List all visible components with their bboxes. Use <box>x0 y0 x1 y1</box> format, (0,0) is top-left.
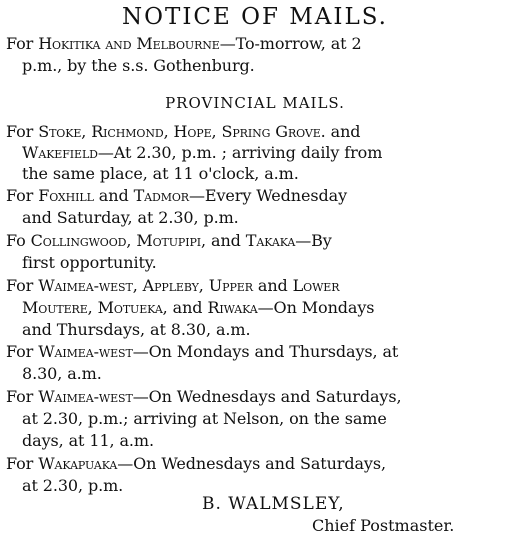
entry-7-line-1 <box>6 454 386 474</box>
line-text: —Every Wednesday <box>188 186 348 205</box>
line-text: —On Wednesdays and Saturdays, <box>132 387 402 406</box>
entry-1-line-2 <box>22 143 382 163</box>
place-names: Collingwood, Motupipi, <box>30 231 207 250</box>
line-text: —To-morrow, at 2 <box>219 34 362 53</box>
line-text: For <box>6 342 39 361</box>
place-names: Waimea-west, Appleby, Upper <box>38 276 253 295</box>
entry-4-line-1 <box>6 276 339 296</box>
line-text: For <box>6 34 39 53</box>
entry-4-line-2 <box>22 298 374 318</box>
line-text: —On Wednesdays and Saturdays, <box>117 454 386 473</box>
place-names: Riwaka <box>207 298 258 317</box>
line-text: and <box>167 298 208 317</box>
line-text: —At 2.30, p.m. ; arriving daily from <box>97 143 383 162</box>
entry-6-line-2: at 2.30, p.m.; arriving at Nelson, on the same <box>22 409 387 428</box>
place-names: Moutere, Motueka, <box>22 298 168 317</box>
line-text: and <box>252 276 293 295</box>
provincial-heading: PROVINCIAL MAILS. <box>165 94 345 112</box>
entry-4-line-3: and Thursdays, at 8.30, a.m. <box>22 320 251 339</box>
line-text: For <box>6 387 39 406</box>
entry-6-line-1 <box>6 387 401 407</box>
line-text: For <box>6 276 39 295</box>
line-text: —On Mondays and Thursdays, at <box>132 342 399 361</box>
place-names: Waimea-west <box>38 387 133 406</box>
entry-3-line-1 <box>6 231 332 251</box>
entry-2-line-2: and Saturday, at 2.30, p.m. <box>22 208 239 227</box>
intro-line-2: p.m., by the s.s. Gothenburg. <box>22 56 255 75</box>
place-names: Foxhill <box>38 186 94 205</box>
intro-line-1 <box>6 34 362 54</box>
line-text: For <box>6 122 39 141</box>
entry-2-line-1 <box>6 186 347 206</box>
entry-1-line-3: the same place, at 11 o'clock, a.m. <box>22 164 299 183</box>
entry-7-line-2: at 2.30, p.m. <box>22 476 124 495</box>
entry-6-line-3: days, at 11, a.m. <box>22 431 154 450</box>
entry-5-line-2: 8.30, a.m. <box>22 364 102 383</box>
line-text: For <box>6 454 39 473</box>
line-text: and <box>206 231 246 250</box>
entry-1-line-1 <box>6 122 360 142</box>
entry-5-line-1 <box>6 342 398 362</box>
place-names: Stoke, Richmond, Hope, Spring Grove. <box>38 122 326 141</box>
line-text: —On Mondays <box>257 298 375 317</box>
place-names: Waimea-west <box>38 342 133 361</box>
line-text: Fo <box>6 231 31 250</box>
notice-title: NOTICE OF MAILS. <box>122 4 388 30</box>
line-text: and <box>325 122 361 141</box>
signature-title: Chief Postmaster. <box>312 516 455 535</box>
signature-name: B. WALMSLEY, <box>202 494 345 514</box>
place-names: Wakefield <box>22 143 98 162</box>
line-text: For <box>6 186 39 205</box>
place-names: Lower <box>292 276 340 295</box>
line-text: and <box>93 186 134 205</box>
place-names: Takaka <box>245 231 296 250</box>
entry-3-line-2: first opportunity. <box>22 253 157 272</box>
place-names: Wakapuaka <box>38 454 118 473</box>
place-names: Hokitika and Melbourne <box>38 34 220 53</box>
line-text: —By <box>295 231 332 250</box>
place-names: Tadmor <box>133 186 189 205</box>
